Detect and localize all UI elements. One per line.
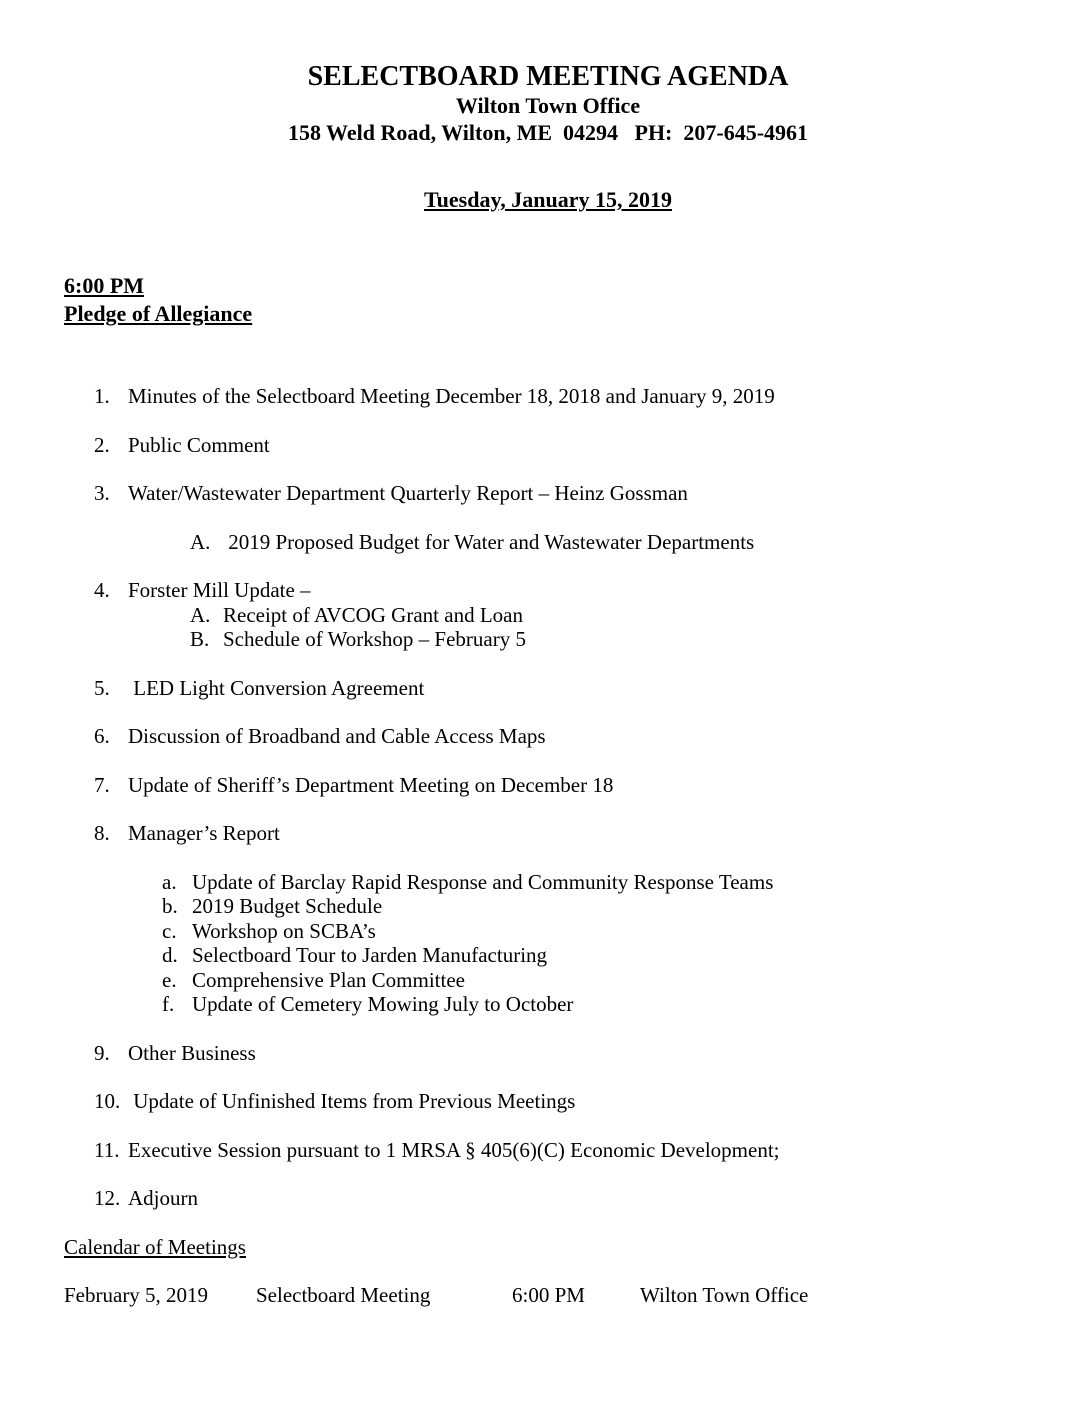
subitem-marker: b.: [162, 894, 178, 918]
agenda-subitem-4B: [190, 627, 1032, 652]
office-address: 158 Weld Road, Wilton, ME 04294 PH: 207-645-4961: [287, 120, 809, 145]
subitem-marker: d.: [162, 943, 178, 967]
office-name: Wilton Town Office: [455, 93, 641, 118]
agenda-subitem-3A: [190, 530, 1032, 555]
subitem-marker: a.: [162, 869, 177, 894]
agenda-item-number: 4.: [94, 578, 110, 602]
start-time: 6:00 PM: [64, 273, 145, 298]
agenda-item-number: 7.: [94, 772, 110, 797]
agenda-item-text: LED Light Conversion Agreement: [128, 675, 425, 700]
agenda-item-text: Executive Session pursuant to 1 MRSA § 405(6)(C) Economic Development;: [128, 1137, 780, 1162]
agenda-subitem-8d: [162, 943, 1032, 968]
agenda-item-text: Update of Unfinished Items from Previous Meetings: [128, 1089, 576, 1113]
subitem-marker: A.: [190, 529, 211, 554]
subitem-text: 2019 Proposed Budget for Water and Wastewater Departments: [223, 529, 755, 554]
agenda-item-number: 9.: [94, 1040, 110, 1065]
agenda-item-12: [94, 1186, 1032, 1211]
opening-block: [64, 272, 1032, 328]
agenda-item-number: 1.: [94, 384, 110, 408]
agenda-item-8: [94, 821, 1032, 846]
subitem-text: Update of Barclay Rapid Response and Community Response Teams: [192, 869, 774, 894]
agenda-item-9: [94, 1041, 1032, 1066]
calendar-heading-line: [64, 1235, 1032, 1260]
calendar-row: [64, 1283, 1032, 1308]
agenda-item-text: Other Business: [128, 1040, 256, 1065]
meeting-date: Tuesday, January 15, 2019: [424, 187, 672, 212]
agenda-item-text: Minutes of the Selectboard Meeting December 18, 2018 and January 9, 2019: [128, 384, 775, 408]
agenda-item-number: 12.: [94, 1186, 121, 1210]
agenda-subitem-8f: [162, 992, 1032, 1017]
document-header: [64, 62, 1032, 146]
calendar-date: February 5, 2019: [64, 1283, 209, 1307]
agenda-item-number: 8.: [94, 821, 110, 845]
agenda-item-7: [94, 773, 1032, 798]
subitem-marker: e.: [162, 967, 177, 992]
agenda-item-text: Update of Sheriff’s Department Meeting on December 18: [128, 772, 614, 797]
calendar-time: 6:00 PM: [512, 1283, 585, 1307]
subitem-marker: A.: [190, 602, 211, 627]
pledge-of-allegiance: Pledge of Allegiance: [64, 301, 253, 326]
subitem-text: Workshop on SCBA’s: [192, 918, 376, 943]
page-title: SELECTBOARD MEETING AGENDA: [307, 61, 789, 92]
agenda-subitem-4A: [190, 603, 1032, 628]
agenda-subitem-8e: [162, 968, 1032, 993]
agenda-item-text: Public Comment: [128, 432, 270, 457]
agenda-item-text: Water/Wastewater Department Quarterly Report – Heinz Gossman: [128, 481, 688, 505]
agenda-item-5: [94, 676, 1032, 701]
agenda-item-11: [94, 1138, 1032, 1163]
subitem-marker: B.: [190, 627, 210, 651]
subitem-text: Update of Cemetery Mowing July to October: [192, 992, 574, 1016]
pledge-line: [64, 300, 1032, 328]
agenda-item-text: Discussion of Broadband and Cable Access Maps: [128, 724, 546, 748]
agenda-item-number: 6.: [94, 724, 110, 748]
subitem-marker: f.: [162, 992, 175, 1016]
agenda-item-text: Manager’s Report: [128, 821, 280, 845]
subitem-text: Receipt of AVCOG Grant and Loan: [223, 602, 523, 627]
agenda-item-10: [94, 1089, 1032, 1114]
agenda-item-text: Forster Mill Update –: [128, 578, 311, 602]
agenda-item-4: [94, 578, 1032, 603]
subitem-text: Selectboard Tour to Jarden Manufacturing: [192, 943, 548, 967]
agenda-item-number: 5.: [94, 675, 110, 700]
agenda-item-number: 3.: [94, 481, 110, 505]
meeting-date-line: [64, 186, 1032, 213]
agenda-subitem-8a: [162, 870, 1032, 895]
calendar-heading: Calendar of Meetings: [64, 1234, 246, 1259]
agenda-item-3: [94, 481, 1032, 506]
calendar-event: Selectboard Meeting: [256, 1283, 431, 1307]
agenda-item-6: [94, 724, 1032, 749]
start-time-line: [64, 272, 1032, 300]
calendar-location: Wilton Town Office: [640, 1283, 809, 1307]
agenda-item-number: 11.: [94, 1137, 120, 1162]
subitem-text: 2019 Budget Schedule: [192, 894, 383, 918]
agenda-item-2: [94, 433, 1032, 458]
agenda-item-number: 2.: [94, 432, 110, 457]
subitem-text: Comprehensive Plan Committee: [192, 967, 465, 992]
subitem-text: Schedule of Workshop – February 5: [223, 627, 526, 651]
subitem-marker: c.: [162, 918, 177, 943]
agenda-subitem-8c: [162, 919, 1032, 944]
agenda-subitem-8b: [162, 894, 1032, 919]
agenda-item-1: [94, 384, 1032, 409]
agenda-item-text: Adjourn: [128, 1186, 198, 1210]
agenda-item-number: 10.: [94, 1089, 121, 1113]
